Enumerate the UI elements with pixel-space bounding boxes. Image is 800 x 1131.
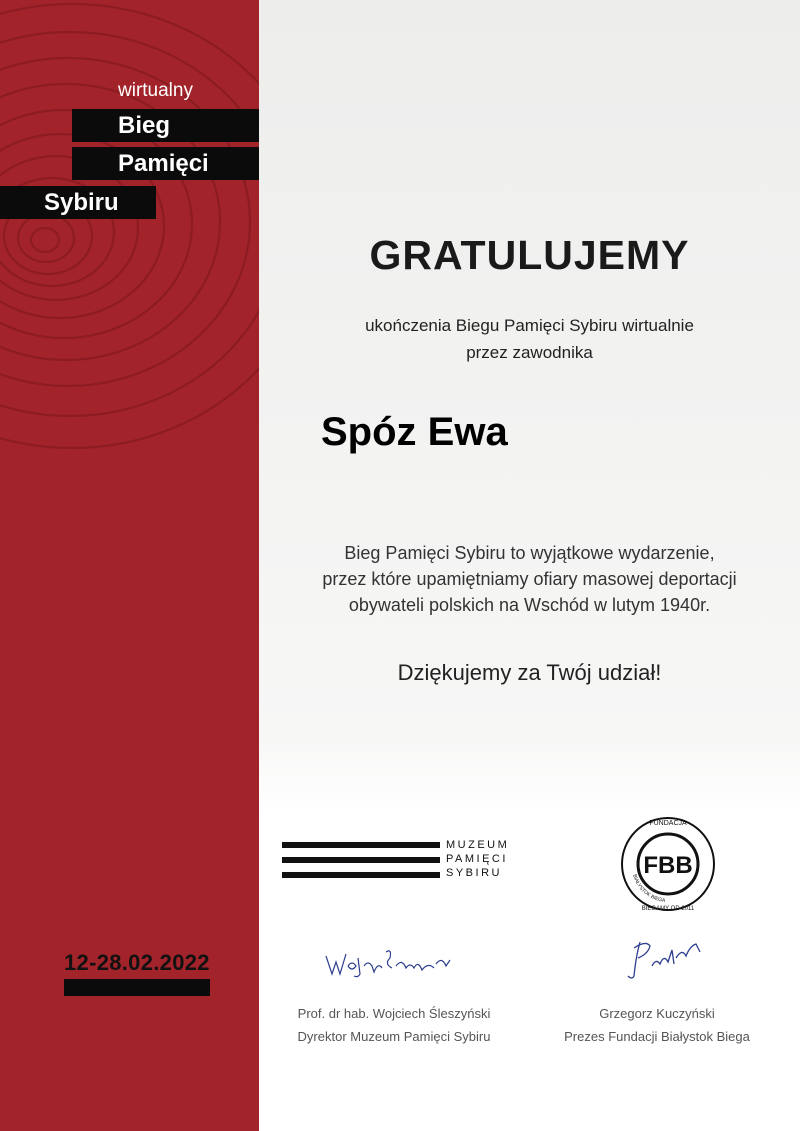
- fbb-ring-text: BIAŁYSTOK BIEGA: [631, 873, 666, 904]
- date-underline-bar: [64, 979, 210, 996]
- signature1-title: Dyrektor Muzeum Pamięci Sybiru: [297, 1029, 491, 1044]
- brand-sybiru: Sybiru: [0, 186, 156, 219]
- museum-logo-lines: [282, 842, 440, 878]
- tree-rings-decoration: [0, 0, 259, 480]
- subtitle-line-2: przez zawodnika: [466, 343, 593, 362]
- description-line-2: przez które upamiętniamy ofiary masowej deportacji: [322, 569, 737, 589]
- certificate-title: GRATULUJEMY: [369, 232, 690, 278]
- thank-you-message: Dziękujemy za Twój udział!: [397, 660, 662, 685]
- museum-logo-text-2: PAMIĘCI: [446, 853, 508, 865]
- participant-name: Spóz Ewa: [321, 410, 508, 454]
- red-side-panel: [0, 0, 259, 1131]
- fbb-foundation-logo: [618, 814, 718, 914]
- description-line-3: obywateli polskich na Wschód w lutym 1940r.: [348, 595, 711, 615]
- fbb-top-text: FUNDACJA: [649, 820, 687, 827]
- fbb-letters: FBB: [643, 852, 693, 879]
- fbb-bottom-text: BIEGAMY OD 2011: [641, 906, 695, 912]
- signature-sleszynski: [322, 944, 457, 980]
- brand-pamieci: Pamięci: [72, 147, 259, 180]
- museum-logo-text-3: SYBIRU: [446, 867, 502, 879]
- signature-kuczynski: [626, 936, 706, 982]
- signature1-name: Prof. dr hab. Wojciech Śleszyński: [297, 1006, 491, 1021]
- signature2-name: Grzegorz Kuczyński: [599, 1006, 715, 1021]
- museum-logo-text-1: MUZEUM: [446, 839, 510, 851]
- subtitle-line-1: ukończenia Biegu Pamięci Sybiru wirtualnie: [365, 316, 694, 335]
- brand-bieg: Bieg: [72, 109, 259, 142]
- event-date: 12-28.02.2022: [64, 950, 210, 975]
- brand-wirtualny: wirtualny: [118, 80, 193, 101]
- signature2-title: Prezes Fundacji Białystok Biega: [564, 1029, 750, 1044]
- description-line-1: Bieg Pamięci Sybiru to wyjątkowe wydarzenie,: [344, 543, 715, 563]
